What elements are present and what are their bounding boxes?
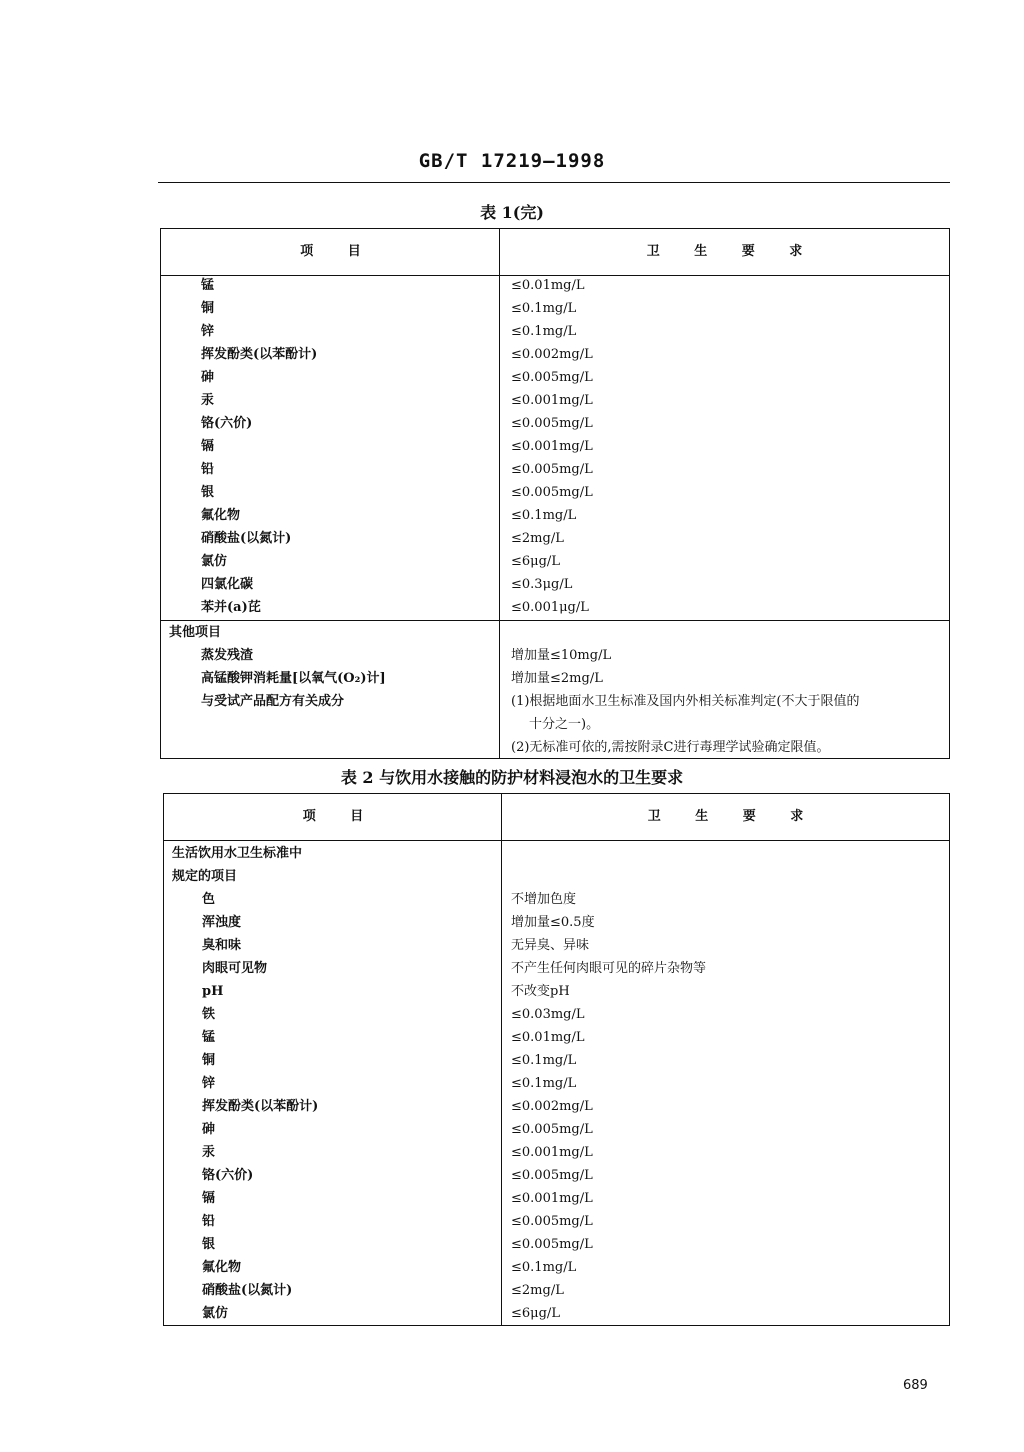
item-cell: 锌: [202, 1076, 216, 1091]
table-row: [164, 1302, 949, 1325]
table-row: [164, 1049, 949, 1072]
item-cell: 铅: [202, 1214, 216, 1229]
item-cell: 锌: [201, 324, 215, 339]
table-row: [164, 1279, 949, 1302]
item-cell: 锰: [201, 278, 215, 293]
table-row: [164, 1072, 949, 1095]
table-row: [164, 1095, 949, 1118]
requirement-cell: 增加量≤2mg/L: [511, 671, 603, 686]
requirement-cell: ≤0.1mg/L: [511, 324, 577, 339]
item-cell: 挥发酚类(以苯酚计): [202, 1099, 319, 1114]
item-cell: 铜: [201, 301, 215, 316]
table-row: [161, 596, 949, 619]
item-cell: 肉眼可见物: [202, 961, 268, 976]
table1-col-item: 项 目: [300, 244, 361, 259]
table-row: [161, 458, 949, 481]
item-cell: 铅: [201, 462, 215, 477]
item-cell: 硝酸盐(以氮计): [202, 1283, 293, 1298]
table-row: [161, 550, 949, 573]
table-row: [164, 888, 949, 911]
item-cell: 苯并(a)芘: [201, 600, 261, 615]
item-cell: 铁: [202, 1007, 216, 1022]
item-cell: 色: [202, 892, 216, 907]
table-row: [161, 389, 949, 412]
requirement-cell: ≤0.005mg/L: [511, 1168, 593, 1183]
item-cell: 砷: [201, 370, 215, 385]
requirement-cell: ≤6μg/L: [511, 1306, 560, 1321]
requirement-cell: ≤0.005mg/L: [511, 485, 593, 500]
requirement-cell: ≤0.1mg/L: [511, 1260, 577, 1275]
table-row: [161, 690, 949, 713]
table-row: [161, 621, 949, 644]
item-cell: 与受试产品配方有关成分: [201, 694, 345, 709]
table-row: [164, 1256, 949, 1279]
item-cell: 铜: [202, 1053, 216, 1068]
item-cell: 硝酸盐(以氮计): [201, 531, 292, 546]
item-cell: 四氯化碳: [201, 577, 254, 592]
table-row: [164, 1118, 949, 1141]
item-cell: 银: [202, 1237, 216, 1252]
item-cell: 生活饮用水卫生标准中: [172, 846, 303, 861]
item-cell: 镉: [201, 439, 215, 454]
table2-caption: 表 2 与饮用水接触的防护材料浸泡水的卫生要求: [340, 768, 684, 787]
table-row: [164, 957, 949, 980]
table1-caption: 表 1(完): [480, 203, 544, 222]
table-row: [164, 1026, 949, 1049]
requirement-cell: ≤0.01mg/L: [511, 278, 585, 293]
table1: [160, 228, 950, 759]
requirement-cell: ≤2mg/L: [511, 531, 564, 546]
item-cell: 汞: [201, 393, 215, 408]
requirement-cell: ≤0.005mg/L: [511, 370, 593, 385]
item-cell: 铬(六价): [202, 1168, 254, 1183]
item-cell: 挥发酚类(以苯酚计): [201, 347, 318, 362]
requirement-cell: 十分之一)。: [529, 717, 600, 732]
table-row: [164, 1003, 949, 1026]
requirement-cell: ≤0.005mg/L: [511, 1214, 593, 1229]
page-number: 689: [903, 1378, 928, 1393]
requirement-cell: ≤0.001μg/L: [511, 600, 589, 615]
item-cell: 氯仿: [201, 554, 228, 569]
requirement-cell: 不改变pH: [511, 984, 570, 999]
requirement-cell: 不增加色度: [511, 892, 577, 907]
requirement-cell: ≤0.001mg/L: [511, 393, 593, 408]
requirement-cell: ≤0.1mg/L: [511, 508, 577, 523]
table-row: [161, 343, 949, 366]
table-row: [161, 320, 949, 343]
table2: [163, 793, 950, 1326]
requirement-cell: ≤6μg/L: [511, 554, 560, 569]
requirement-cell: ≤0.001mg/L: [511, 439, 593, 454]
requirement-cell: ≤0.005mg/L: [511, 462, 593, 477]
table-row: [164, 934, 949, 957]
item-cell: 锰: [202, 1030, 216, 1045]
table-row: [161, 366, 949, 389]
item-cell: 砷: [202, 1122, 216, 1137]
table-row: [161, 435, 949, 458]
requirement-cell: ≤0.005mg/L: [511, 1237, 593, 1252]
table-row: [161, 667, 949, 690]
item-cell: 蒸发残渣: [201, 648, 254, 663]
requirement-cell: 增加量≤10mg/L: [511, 648, 612, 663]
requirement-cell: 不产生任何肉眼可见的碎片杂物等: [511, 961, 707, 976]
requirement-cell: ≤0.3μg/L: [511, 577, 573, 592]
requirement-cell: ≤0.1mg/L: [511, 1076, 577, 1091]
table-row: [164, 1164, 949, 1187]
item-cell: 氯仿: [202, 1306, 229, 1321]
table-row: [161, 644, 949, 667]
requirement-cell: ≤0.1mg/L: [511, 301, 577, 316]
table-row: [161, 527, 949, 550]
standard-header: GB/T 17219—1998: [418, 150, 606, 172]
header-rule: [158, 182, 950, 183]
table2-col-req: 卫 生 要 求: [647, 809, 804, 824]
table1-col-req: 卫 生 要 求: [646, 244, 803, 259]
item-cell: 铬(六价): [201, 416, 253, 431]
table-row: [161, 412, 949, 435]
table2-col-item: 项 目: [302, 809, 364, 824]
requirement-cell: ≤2mg/L: [511, 1283, 564, 1298]
table-row: [164, 1210, 949, 1233]
item-cell: 其他项目: [169, 625, 222, 640]
table-row: [161, 504, 949, 527]
item-cell: 银: [201, 485, 215, 500]
table-row: [161, 573, 949, 596]
item-cell: 镉: [202, 1191, 216, 1206]
table-row: [164, 911, 949, 934]
requirement-cell: (2)无标准可依的,需按附录C进行毒理学试验确定限值。: [511, 740, 830, 755]
table-row: [161, 736, 949, 759]
table-row: [164, 1233, 949, 1256]
item-cell: 浑浊度: [202, 915, 242, 930]
requirement-cell: ≤0.001mg/L: [511, 1191, 593, 1206]
requirement-cell: ≤0.03mg/L: [511, 1007, 585, 1022]
table2-header: [164, 794, 949, 841]
item-cell: 高锰酸钾消耗量[以氧气(O₂)计]: [201, 671, 386, 686]
requirement-cell: 无异臭、异味: [511, 938, 590, 953]
requirement-cell: ≤0.01mg/L: [511, 1030, 585, 1045]
table-row: [161, 713, 949, 736]
item-cell: 汞: [202, 1145, 216, 1160]
table-row: [161, 297, 949, 320]
item-cell: 氟化物: [202, 1260, 242, 1275]
table-row: [164, 1141, 949, 1164]
table-row: [161, 274, 949, 297]
table1-header: [161, 229, 949, 276]
item-cell: 臭和味: [202, 938, 242, 953]
requirement-cell: ≤0.005mg/L: [511, 416, 593, 431]
table-row: [164, 842, 949, 865]
requirement-cell: ≤0.005mg/L: [511, 1122, 593, 1137]
item-cell: pH: [202, 984, 224, 999]
item-cell: 氟化物: [201, 508, 241, 523]
item-cell: 规定的项目: [172, 869, 238, 884]
requirement-cell: ≤0.1mg/L: [511, 1053, 577, 1068]
table-row: [164, 980, 949, 1003]
requirement-cell: ≤0.002mg/L: [511, 1099, 593, 1114]
requirement-cell: ≤0.002mg/L: [511, 347, 593, 362]
table-row: [164, 1187, 949, 1210]
requirement-cell: 增加量≤0.5度: [511, 915, 595, 930]
requirement-cell: (1)根据地面水卫生标准及国内外相关标准判定(不大于限值的: [511, 694, 860, 709]
table-row: [164, 865, 949, 888]
table-row: [161, 481, 949, 504]
requirement-cell: ≤0.001mg/L: [511, 1145, 593, 1160]
